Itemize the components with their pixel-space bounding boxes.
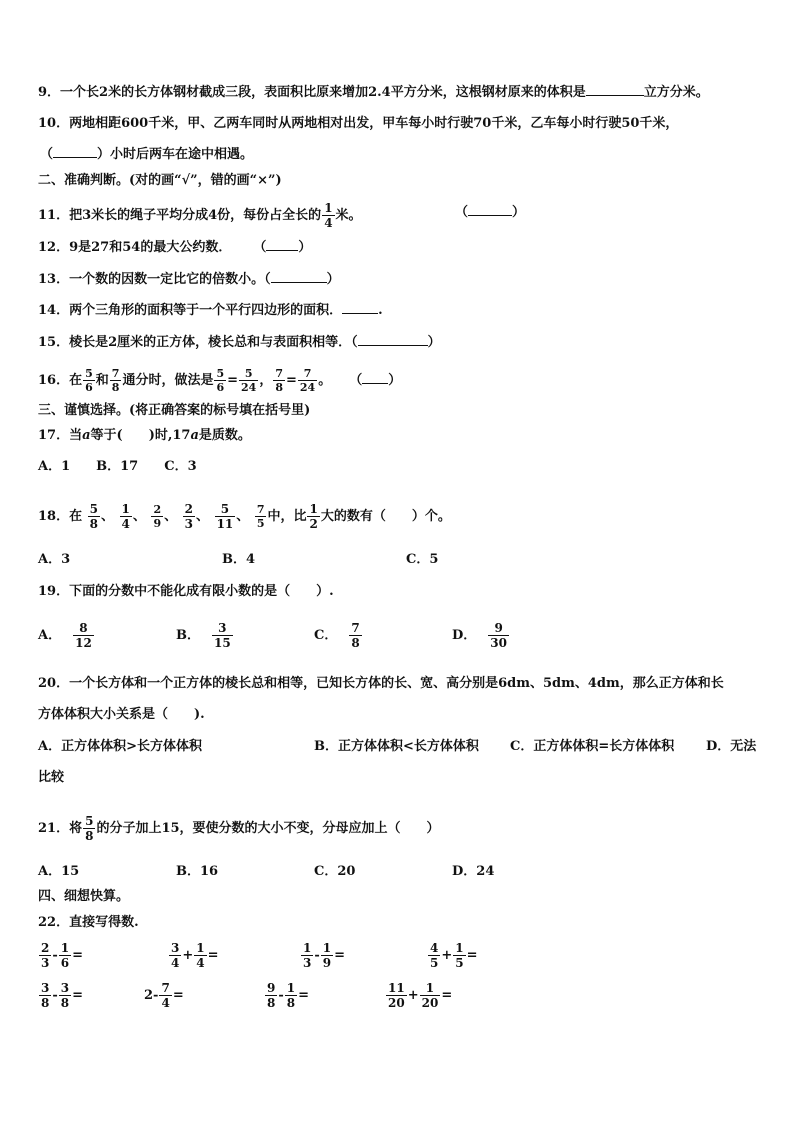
option-d-wrap: 比较 xyxy=(38,770,65,785)
question-10: 10．两地相距600千米，甲、乙两车同时从两地相对出发，甲车每小时行驶70千米，乙车每小时行驶50千米， xyxy=(38,116,679,131)
question-20: 20．一个长方体和一个正方体的棱长总和相等，已知长方体的长、宽、高分别是6dm、5dm、4dm，那么正方体和长 xyxy=(38,676,724,691)
question-21: 21．将 $\frac{5}{8}$ 的分子加上15，要使分数的大小不变，分母应加上（ ） xyxy=(38,814,440,843)
option-a[interactable]: A．1 xyxy=(38,459,71,474)
question-13: 13．一个数的因数一定比它的倍数小。（ ） xyxy=(38,272,340,287)
option-c[interactable]: C．3 xyxy=(164,459,197,474)
question-12: 12．9是27和54的最大公约数． （ ） xyxy=(38,240,312,255)
option-b[interactable]: B．16 xyxy=(176,864,219,879)
option-a[interactable]: A．15 xyxy=(38,864,80,879)
equation-4: 4 5 + $\frac{1}{5}$ = xyxy=(430,941,478,970)
equation-1: 2 3 - $\frac{1}{6}$ = xyxy=(41,941,84,970)
question-14: 14．两个三角形的面积等于一个平行四边形的面积． . xyxy=(38,303,383,318)
equation-7: 9 8 - $\frac{1}{8}$ = xyxy=(267,981,310,1010)
question-11: 11．把3米长的绳子平均分成4份，每份占全长的 $\frac{1}{4}$ 米。 xyxy=(38,201,362,230)
question-9: 9．一个长2米的长方体钢材截成三段，表面积比原来增加2.4平方分米，这根钢材原来的体积是 立方分米。 xyxy=(38,85,709,100)
question-15: 15．棱长是2厘米的正方体，棱长总和与表面积相等．（ ） xyxy=(38,335,441,350)
option-b[interactable]: B．4 xyxy=(222,552,256,567)
question-17: 17．当a等于( )时,17a是质数。 xyxy=(38,428,251,443)
question-20-line2: 方体体积大小关系是（ ). xyxy=(38,707,205,722)
answer-blank[interactable] xyxy=(266,239,298,251)
answer-blank[interactable] xyxy=(586,84,644,96)
section-4-heading: 四、细想快算。 xyxy=(38,889,130,904)
option-c[interactable]: C．正方体体积=长方体体积 xyxy=(510,739,675,754)
equation-6: 2- $\frac{7}{4}$ = xyxy=(144,981,184,1010)
answer-blank[interactable] xyxy=(342,302,378,314)
equation-8: 11 20 + $\frac{1}{20}$ = xyxy=(388,981,453,1010)
answer-blank[interactable] xyxy=(271,271,327,283)
question-17-options xyxy=(38,459,197,475)
section-3-heading: 三、谨慎选择。(将正确答案的标号填在括号里) xyxy=(38,403,311,418)
question-22: 22．直接写得数. xyxy=(38,915,139,930)
question-16: 16．在 $\frac{5}{6}$ 和 $\frac{7}{8}$ 通分时，做法是 $\frac{5}{6}$ = $\frac{5}{24}$ ， $\frac{7}{8}$ = $\frac{7}{24}$ 。 （ ） xyxy=(38,367,402,394)
option-b[interactable]: B．17 xyxy=(96,459,139,474)
section-2-heading: 二、准确判断。(对的画“√”，错的画“×”) xyxy=(38,173,282,188)
option-b[interactable]: B． $\frac{3}{15}$ xyxy=(176,621,231,650)
equation-2: 3 4 + $\frac{1}{4}$ = xyxy=(171,941,219,970)
answer-blank[interactable] xyxy=(358,334,428,346)
question-number: 9． xyxy=(38,85,61,100)
equation-3: 1 3 - $\frac{1}{9}$ = xyxy=(303,941,346,970)
answer-blank[interactable] xyxy=(53,146,97,158)
question-18: 18．在 $\frac{5}{8}$ 、 $\frac{1}{4}$ 、 $\frac{2}{9}$ 、 $\frac{2}{3}$ 、 $\frac{5}{11}$ 、 $\frac{7}{5}$ 中，比 $\frac{1}{2}$ 大的数有（ ）个。 xyxy=(38,502,451,531)
answer-blank[interactable] xyxy=(362,372,388,384)
option-c[interactable]: C． $\frac{7}{8}$ xyxy=(314,621,360,650)
answer-parens[interactable]: （ ） xyxy=(455,205,526,220)
option-d[interactable]: D． $\frac{9}{30}$ xyxy=(452,621,507,650)
option-d[interactable]: D．24 xyxy=(452,864,495,879)
option-b[interactable]: B．正方体体积<长方体体积 xyxy=(314,739,479,754)
option-a[interactable]: A． $\frac{8}{12}$ xyxy=(38,621,92,650)
question-19: 19．下面的分数中不能化成有限小数的是（ ）. xyxy=(38,584,334,599)
option-d[interactable]: D．无法 xyxy=(706,739,757,754)
question-10-line2: （ ）小时后两车在途中相遇。 xyxy=(40,147,254,162)
option-a[interactable]: A．3 xyxy=(38,552,71,567)
equation-5: 3 8 - $\frac{3}{8}$ = xyxy=(41,981,84,1010)
fraction: $\frac{1}{4}$ xyxy=(324,201,333,230)
option-c[interactable]: C．20 xyxy=(314,864,356,879)
option-c[interactable]: C．5 xyxy=(406,552,439,567)
option-a[interactable]: A．正方体体积>长方体体积 xyxy=(38,739,202,754)
